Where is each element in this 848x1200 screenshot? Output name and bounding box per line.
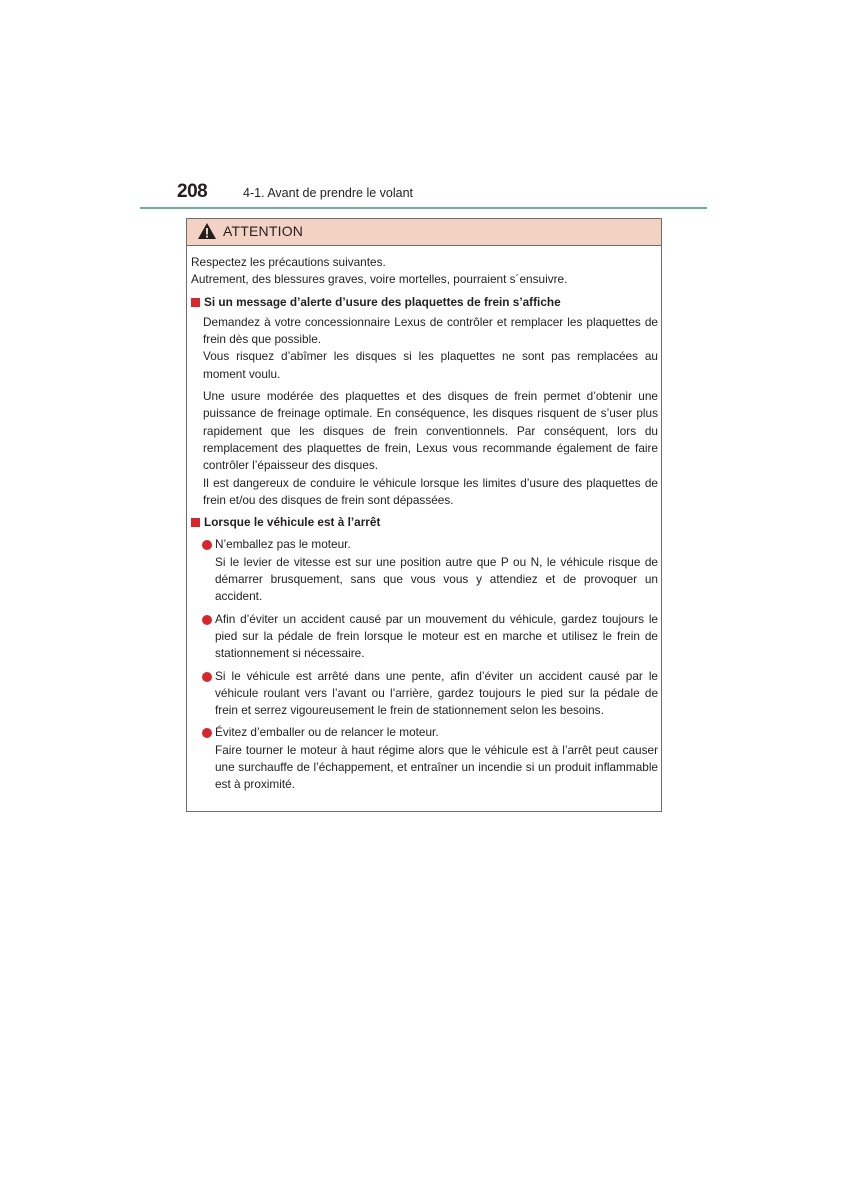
section-heading-vehicle-stopped <box>191 514 658 531</box>
red-square-marker-icon <box>191 298 200 307</box>
red-square-marker-icon <box>191 518 200 527</box>
bullet-item <box>202 611 658 663</box>
section-heading-text: Lorsque le véhicule est à l’arrêt <box>204 515 381 530</box>
warning-content <box>191 254 658 794</box>
section-title: 4-1. Avant de prendre le volant <box>243 186 414 200</box>
bullet-text: Si le levier de vitesse est sur une position autre que P ou N, le véhicule risque de démarrer brusquement, sans que vous vous y attendiez et de provoquer un accident. <box>215 554 658 604</box>
red-bullet-icon <box>202 540 212 550</box>
header-rule <box>140 207 707 209</box>
intro-line: Respectez les précautions suivantes. <box>191 255 386 269</box>
page-header <box>177 181 707 209</box>
bullet-lead: N’emballez pas le moteur. <box>215 537 351 552</box>
warning-box <box>186 218 662 812</box>
intro-line: Autrement, des blessures graves, voire mortelles, pourraient s´ensuivre. <box>191 272 568 287</box>
paragraph: Vous risquez d’abîmer les disques si les plaquettes ne sont pas remplacées au moment voulu. <box>203 349 658 381</box>
warning-intro <box>191 254 658 289</box>
red-bullet-icon <box>202 615 212 625</box>
bullet-item <box>202 724 658 793</box>
paragraph: Une usure modérée des plaquettes et des disques de frein permet d’obtenir une puissance de freinage optimale. En conséquence, les disques risquent de s’user plus rapidement que les disques de frein conventionnels. Par conséquent, lors du remplacement des plaquettes de frein, Lexus vous recommande également de faire contrôler l’épaisseur des disques. <box>203 389 658 473</box>
paragraph: Il est dangereux de conduire le véhicule lorsque les limites d’usure des plaquettes de frein et/ou des disques de frein sont dépassées. <box>203 475 658 507</box>
page-number: 208 <box>177 181 208 202</box>
section-body-brake-pads <box>203 314 658 509</box>
red-bullet-icon <box>202 728 212 738</box>
bullet-item <box>202 536 658 605</box>
warning-title: ATTENTION <box>223 223 304 239</box>
red-bullet-icon <box>202 672 212 682</box>
paragraph: Demandez à votre concessionnaire Lexus de contrôler et remplacer les plaquettes de frein dès que possible. <box>203 314 658 347</box>
bullet-item <box>202 668 658 720</box>
bullet-lead: Évitez d’emballer ou de relancer le moteur. <box>215 725 439 740</box>
warning-header <box>187 219 661 246</box>
section-heading-text: Si un message d’alerte d’usure des plaquettes de frein s’affiche <box>204 294 561 309</box>
section-heading-brake-pad-alert <box>191 294 658 311</box>
warning-triangle-icon <box>197 222 217 240</box>
bullet-text: Faire tourner le moteur à haut régime alors que le véhicule est à l’arrêt peut causer une surchauffe de l’échappement, et entraîner un incendie si un produit inflammable est à proximité. <box>215 742 658 792</box>
bullet-lead: Si le véhicule est arrêté dans une pente, afin d’éviter un accident causé par le véhicule roulant vers l’avant ou l’arrière, gardez toujours le pied sur la pédale de frein et serrez vigoureusement le frein de stationnement selon les besoins. <box>215 668 658 718</box>
bullet-lead: Afin d’éviter un accident causé par un mouvement du véhicule, gardez toujours le pied sur la pédale de frein lorsque le moteur est en marche et utilisez le frein de stationnement si nécessaire. <box>215 611 658 661</box>
